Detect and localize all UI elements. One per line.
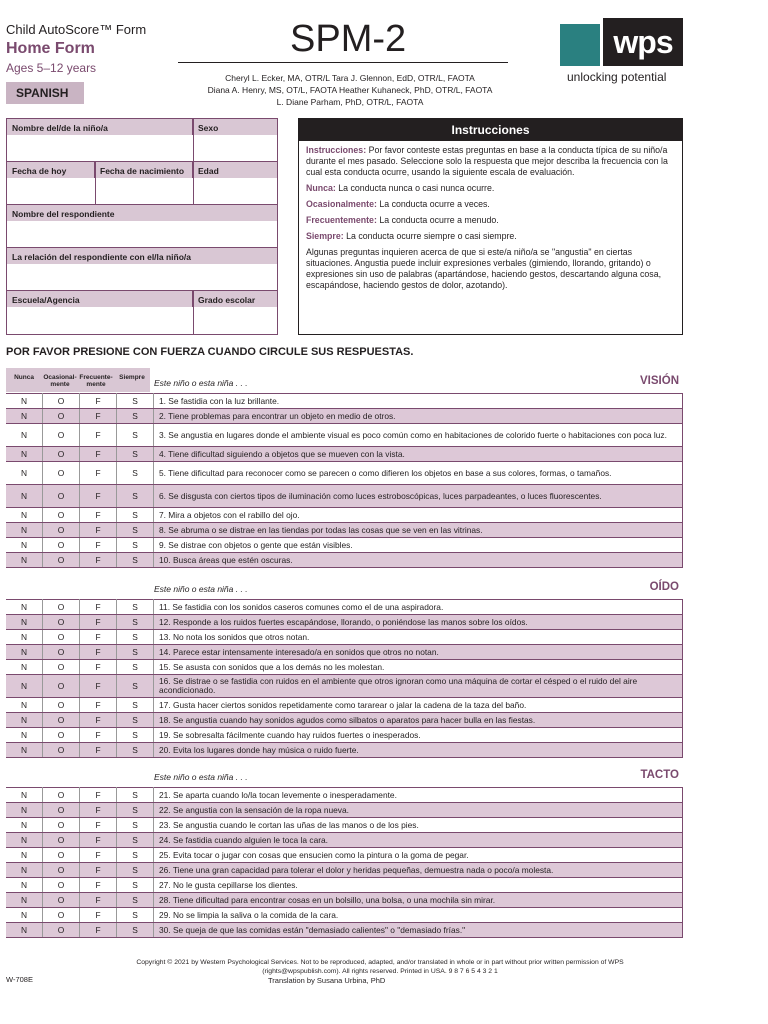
- authors-line: Cheryl L. Ecker, MA, OTR/L Tara J. Glennon, EdD, OTR/L, FAOTA: [225, 73, 475, 83]
- item-row: [6, 600, 683, 615]
- response-option[interactable]: S: [117, 848, 154, 863]
- response-option[interactable]: F: [80, 485, 117, 508]
- item-row: [6, 698, 683, 713]
- response-option[interactable]: N: [6, 538, 43, 553]
- item-row: [6, 818, 683, 833]
- response-option[interactable]: O: [43, 538, 80, 553]
- response-option[interactable]: F: [80, 878, 117, 893]
- item-text: 6. Se disgusta con ciertos tipos de iluminación como luces estroboscópicas, luces parpadeantes, o luces fluorescentes.: [154, 485, 683, 508]
- response-option[interactable]: F: [80, 923, 117, 938]
- response-option[interactable]: F: [80, 447, 117, 462]
- logo-text: wps: [613, 23, 673, 60]
- response-option[interactable]: O: [43, 615, 80, 630]
- item-text: 7. Mira a objetos con el rabillo del ojo.: [154, 508, 683, 523]
- response-option[interactable]: F: [80, 645, 117, 660]
- response-option[interactable]: S: [117, 409, 154, 424]
- response-option[interactable]: S: [117, 538, 154, 553]
- response-option[interactable]: N: [6, 728, 43, 743]
- response-option[interactable]: F: [80, 728, 117, 743]
- response-option[interactable]: O: [43, 863, 80, 878]
- response-option[interactable]: O: [43, 645, 80, 660]
- item-text: 14. Parece estar intensamente interesado/a en sonidos que otros no notan.: [154, 645, 683, 660]
- response-option[interactable]: S: [117, 394, 154, 409]
- item-text: 3. Se angustia en lugares donde el ambiente visual es poco común como en habitaciones de colorido fuerte o habitaciones con poca luz.: [154, 424, 683, 447]
- response-option[interactable]: O: [43, 630, 80, 645]
- item-row: [6, 394, 683, 409]
- relation-label: La relación del respondiente con el/la niño/a: [7, 248, 277, 264]
- scale-key: Siempre:: [306, 231, 344, 241]
- item-row: [6, 923, 683, 938]
- title-rule: [178, 62, 508, 63]
- age-label: Edad: [193, 162, 277, 178]
- instructions-label: Instrucciones:: [306, 145, 367, 155]
- item-text: 13. No nota los sonidos que otros notan.: [154, 630, 683, 645]
- item-text: 24. Se fastidia cuando alguien le toca la cara.: [154, 833, 683, 848]
- response-option[interactable]: O: [43, 675, 80, 698]
- response-option[interactable]: O: [43, 424, 80, 447]
- item-text: 23. Se angustia cuando le cortan las uñas de las manos o de los pies.: [154, 818, 683, 833]
- response-option[interactable]: N: [6, 848, 43, 863]
- response-option[interactable]: O: [43, 462, 80, 485]
- response-option[interactable]: F: [80, 630, 117, 645]
- response-option[interactable]: F: [80, 462, 117, 485]
- response-option[interactable]: O: [43, 788, 80, 803]
- response-option[interactable]: F: [80, 908, 117, 923]
- response-option[interactable]: N: [6, 818, 43, 833]
- item-row: [6, 833, 683, 848]
- response-option[interactable]: F: [80, 848, 117, 863]
- response-option[interactable]: O: [43, 908, 80, 923]
- item-text: 16. Se distrae o se fastidia con ruidos en el ambiente que otros ignoran como una máquina de cortar el césped o el ruido del aire acondicionado.: [154, 675, 683, 698]
- response-option[interactable]: N: [6, 409, 43, 424]
- response-option[interactable]: F: [80, 660, 117, 675]
- column-header: Frecuente-mente: [79, 374, 113, 388]
- response-option[interactable]: O: [43, 818, 80, 833]
- response-option[interactable]: O: [43, 523, 80, 538]
- age-field[interactable]: [194, 178, 277, 204]
- response-option[interactable]: F: [80, 675, 117, 698]
- response-option[interactable]: O: [43, 923, 80, 938]
- item-row: [6, 728, 683, 743]
- response-option[interactable]: N: [6, 447, 43, 462]
- response-option[interactable]: N: [6, 878, 43, 893]
- item-text: 19. Se sobresalta fácilmente cuando hay ruidos fuertes o inesperados.: [154, 728, 683, 743]
- today-date-label: Fecha de hoy: [7, 162, 95, 178]
- response-option[interactable]: F: [80, 394, 117, 409]
- item-text: 5. Tiene dificultad para reconocer como se parecen o como difieren los objetos en base a sus colores, formas, o tamaños.: [154, 462, 683, 485]
- item-row: [6, 462, 683, 485]
- response-option[interactable]: N: [6, 908, 43, 923]
- demographics-form: [6, 118, 278, 335]
- instructions-note: Algunas preguntas inquieren acerca de que si este/a niño/a se "angustia" en ciertas situaciones. Angustia puede incluir expresiones verbales (gimiendo, llorando, gritando) o expresiones sin uso de palabras (apartándose, haciendo gestos, descartando alguna cosa, escapándose, haciendo gestos de dolor, azotando).: [306, 247, 662, 290]
- items-table: [6, 393, 683, 568]
- item-text: 27. No le gusta cepillarse los dientes.: [154, 878, 683, 893]
- instructions-box: [298, 118, 683, 335]
- response-option[interactable]: F: [80, 833, 117, 848]
- response-option[interactable]: S: [117, 803, 154, 818]
- response-option[interactable]: S: [117, 615, 154, 630]
- item-text: 29. No se limpia la saliva o la comida de la cara.: [154, 908, 683, 923]
- page-title: SPM-2: [290, 18, 407, 60]
- response-option[interactable]: S: [117, 660, 154, 675]
- grade-label: Grado escolar: [193, 291, 277, 307]
- item-row: [6, 743, 683, 758]
- item-row: [6, 675, 683, 698]
- item-text: 25. Evita tocar o jugar con cosas que ensucien como la pintura o la goma de pegar.: [154, 848, 683, 863]
- response-option[interactable]: N: [6, 508, 43, 523]
- response-option[interactable]: S: [117, 863, 154, 878]
- item-text: 2. Tiene problemas para encontrar un objeto en medio de otros.: [154, 409, 683, 424]
- response-option[interactable]: S: [117, 424, 154, 447]
- tagline: unlocking potential: [567, 70, 667, 84]
- scale-value: La conducta ocurre a veces.: [379, 199, 490, 209]
- item-text: 17. Gusta hacer ciertos sonidos repetidamente como tararear o jalar la cadena de la taza del baño.: [154, 698, 683, 713]
- response-option[interactable]: S: [117, 713, 154, 728]
- response-option[interactable]: S: [117, 818, 154, 833]
- response-option[interactable]: S: [117, 728, 154, 743]
- response-option[interactable]: F: [80, 788, 117, 803]
- child-name-field[interactable]: [7, 135, 193, 161]
- translation-credit: Translation by Susana Urbina, PhD: [268, 976, 386, 985]
- item-row: [6, 645, 683, 660]
- item-text: 26. Tiene una gran capacidad para tolerar el dolor y heridas pequeñas, demuestra nada o poco/a molesta.: [154, 863, 683, 878]
- response-option[interactable]: O: [43, 600, 80, 615]
- response-option[interactable]: S: [117, 908, 154, 923]
- response-option[interactable]: S: [117, 833, 154, 848]
- section-name: OÍDO: [649, 581, 679, 593]
- sex-field[interactable]: [194, 135, 277, 161]
- response-option[interactable]: O: [43, 660, 80, 675]
- response-option[interactable]: N: [6, 645, 43, 660]
- response-option[interactable]: O: [43, 553, 80, 568]
- item-text: 22. Se angustia con la sensación de la ropa nueva.: [154, 803, 683, 818]
- scale-value: La conducta ocurre a menudo.: [379, 215, 499, 225]
- item-row: [6, 863, 683, 878]
- response-option[interactable]: S: [117, 878, 154, 893]
- relation-field[interactable]: [7, 264, 277, 290]
- item-row: [6, 409, 683, 424]
- response-option[interactable]: S: [117, 893, 154, 908]
- item-row: [6, 447, 683, 462]
- item-stem: Este niño o esta niña . . .: [154, 378, 248, 388]
- birth-date-field[interactable]: [96, 178, 193, 204]
- response-option[interactable]: F: [80, 743, 117, 758]
- instructions-body: [299, 141, 682, 295]
- response-option[interactable]: S: [117, 523, 154, 538]
- response-option[interactable]: O: [43, 848, 80, 863]
- response-option[interactable]: O: [43, 508, 80, 523]
- response-option[interactable]: F: [80, 409, 117, 424]
- item-row: [6, 523, 683, 538]
- item-row: [6, 848, 683, 863]
- item-text: 12. Responde a los ruidos fuertes escapándose, llorando, o poniéndose las manos sobre los oídos.: [154, 615, 683, 630]
- language-label: SPANISH: [16, 86, 69, 100]
- authors: [190, 72, 510, 108]
- response-option[interactable]: O: [43, 728, 80, 743]
- response-option[interactable]: N: [6, 462, 43, 485]
- item-row: [6, 878, 683, 893]
- respondent-name-field[interactable]: [7, 221, 277, 247]
- response-option[interactable]: F: [80, 713, 117, 728]
- respondent-name-label: Nombre del respondiente: [7, 205, 277, 221]
- response-option[interactable]: F: [80, 698, 117, 713]
- item-text: 9. Se distrae con objetos o gente que están visibles.: [154, 538, 683, 553]
- response-option[interactable]: N: [6, 485, 43, 508]
- child-name-label: Nombre del/de la niño/a: [7, 119, 193, 135]
- item-row: [6, 485, 683, 508]
- today-date-field[interactable]: [7, 178, 95, 204]
- item-row: [6, 788, 683, 803]
- item-text: 20. Evita los lugares donde hay música o ruido fuerte.: [154, 743, 683, 758]
- column-header: Siempre: [119, 374, 145, 381]
- items-table: [6, 599, 683, 758]
- item-text: 30. Se queja de que las comidas están "demasiado calientes" o "demasiado frías.": [154, 923, 683, 938]
- response-option[interactable]: O: [43, 447, 80, 462]
- response-option[interactable]: F: [80, 600, 117, 615]
- item-text: 8. Se abruma o se distrae en las tiendas por todas las cosas que se ven en las vitrinas.: [154, 523, 683, 538]
- item-text: 11. Se fastidia con los sonidos caseros comunes como el de una aspiradora.: [154, 600, 683, 615]
- response-option[interactable]: N: [6, 803, 43, 818]
- response-option[interactable]: S: [117, 698, 154, 713]
- scale-key: Frecuentemente:: [306, 215, 377, 225]
- response-option[interactable]: O: [43, 409, 80, 424]
- response-option[interactable]: N: [6, 600, 43, 615]
- response-option[interactable]: S: [117, 788, 154, 803]
- response-option[interactable]: N: [6, 523, 43, 538]
- response-option[interactable]: F: [80, 818, 117, 833]
- response-option[interactable]: N: [6, 394, 43, 409]
- scale-key: Ocasionalmente:: [306, 199, 377, 209]
- authors-line: L. Diane Parham, PhD, OTR/L, FAOTA: [276, 97, 424, 107]
- response-option[interactable]: S: [117, 630, 154, 645]
- school-label: Escuela/Agencia: [7, 291, 193, 307]
- response-option[interactable]: F: [80, 508, 117, 523]
- response-option[interactable]: O: [43, 833, 80, 848]
- item-row: [6, 660, 683, 675]
- birth-date-label: Fecha de nacimiento: [95, 162, 193, 178]
- section-name: TACTO: [640, 769, 679, 781]
- scale-key: Nunca:: [306, 183, 336, 193]
- response-option[interactable]: N: [6, 675, 43, 698]
- response-option[interactable]: N: [6, 630, 43, 645]
- instructions-title: Instrucciones: [299, 119, 682, 141]
- item-row: [6, 615, 683, 630]
- response-option[interactable]: O: [43, 743, 80, 758]
- response-option[interactable]: O: [43, 803, 80, 818]
- form-name: Home Form: [6, 40, 95, 57]
- response-option[interactable]: N: [6, 833, 43, 848]
- section-name: VISIÓN: [640, 375, 679, 387]
- item-row: [6, 553, 683, 568]
- form-code: W-708E: [6, 975, 33, 984]
- response-option[interactable]: N: [6, 615, 43, 630]
- response-option[interactable]: F: [80, 424, 117, 447]
- response-option[interactable]: O: [43, 878, 80, 893]
- scale-value: La conducta ocurre siempre o casi siempre.: [346, 231, 517, 241]
- item-text: 10. Busca áreas que estén oscuras.: [154, 553, 683, 568]
- response-option[interactable]: N: [6, 863, 43, 878]
- item-row: [6, 630, 683, 645]
- response-option[interactable]: S: [117, 553, 154, 568]
- item-stem: Este niño o esta niña . . .: [154, 584, 248, 594]
- ages: Ages 5–12 years: [6, 61, 97, 75]
- item-text: 15. Se asusta con sonidos que a los demás no les molestan.: [154, 660, 683, 675]
- response-option[interactable]: F: [80, 615, 117, 630]
- item-text: 18. Se angustia cuando hay sonidos agudos como silbatos o aparatos para hacer bulla en las fiestas.: [154, 713, 683, 728]
- item-row: [6, 893, 683, 908]
- form-type: Child AutoScore™ Form: [6, 22, 147, 37]
- response-option[interactable]: F: [80, 553, 117, 568]
- response-option[interactable]: O: [43, 394, 80, 409]
- column-header: Nunca: [14, 374, 34, 381]
- response-option[interactable]: S: [117, 447, 154, 462]
- response-option[interactable]: N: [6, 698, 43, 713]
- response-option[interactable]: N: [6, 893, 43, 908]
- items-table: [6, 787, 683, 938]
- column-header: Ocasional-mente: [43, 374, 77, 388]
- response-option[interactable]: S: [117, 462, 154, 485]
- response-option[interactable]: O: [43, 485, 80, 508]
- response-option[interactable]: S: [117, 923, 154, 938]
- response-option[interactable]: S: [117, 743, 154, 758]
- response-option[interactable]: F: [80, 803, 117, 818]
- response-option[interactable]: N: [6, 660, 43, 675]
- item-row: [6, 713, 683, 728]
- school-field[interactable]: [7, 307, 193, 334]
- wps-logo: [603, 18, 683, 66]
- response-option[interactable]: N: [6, 923, 43, 938]
- response-option[interactable]: F: [80, 538, 117, 553]
- response-option[interactable]: N: [6, 553, 43, 568]
- response-option[interactable]: S: [117, 600, 154, 615]
- response-option[interactable]: F: [80, 863, 117, 878]
- sex-label: Sexo: [193, 119, 277, 135]
- language-badge: [6, 82, 84, 104]
- authors-line: Diana A. Henry, MS, OT/L, FAOTA Heather Kuhaneck, PhD, OTR/L, FAOTA: [207, 85, 493, 95]
- instructions-text: Por favor conteste estas preguntas en base a la conducta típica de su niño/a durante el mes pasado. Seleccione solo la respuesta que mejor describa la frecuencia con la cual esta conducta ocurre, usando la siguiente escala de evaluación.: [306, 145, 668, 177]
- response-option[interactable]: N: [6, 743, 43, 758]
- response-option[interactable]: S: [117, 485, 154, 508]
- item-row: [6, 508, 683, 523]
- item-text: 4. Tiene dificultad siguiendo a objetos que se mueven con la vista.: [154, 447, 683, 462]
- response-option[interactable]: O: [43, 698, 80, 713]
- response-option[interactable]: N: [6, 713, 43, 728]
- item-text: 28. Tiene dificultad para encontrar cosas en un bolsillo, una bolsa, o una mochila sin mirar.: [154, 893, 683, 908]
- response-option[interactable]: N: [6, 788, 43, 803]
- response-option[interactable]: S: [117, 645, 154, 660]
- scale-value: La conducta nunca o casi nunca ocurre.: [338, 183, 495, 193]
- press-instruction: POR FAVOR PRESIONE CON FUERZA CUANDO CIRCULE SUS RESPUESTAS.: [6, 346, 414, 358]
- response-option[interactable]: S: [117, 675, 154, 698]
- item-stem: Este niño o esta niña . . .: [154, 772, 248, 782]
- response-option[interactable]: O: [43, 893, 80, 908]
- item-text: 1. Se fastidia con la luz brillante.: [154, 394, 683, 409]
- item-text: 21. Se aparta cuando lo/la tocan levemente o inesperadamente.: [154, 788, 683, 803]
- logo-square-icon: [560, 24, 600, 66]
- response-option[interactable]: O: [43, 713, 80, 728]
- response-option[interactable]: S: [117, 508, 154, 523]
- item-row: [6, 803, 683, 818]
- response-option[interactable]: N: [6, 424, 43, 447]
- item-row: [6, 908, 683, 923]
- item-row: [6, 538, 683, 553]
- item-row: [6, 424, 683, 447]
- response-option[interactable]: F: [80, 893, 117, 908]
- copyright: Copyright © 2021 by Western Psychological Services. Not to be reproduced, adapted, and/or translated in whole or in part without prior written permission of WPS (rights@wpspublish.com). All rights reserved. Printed in USA. 9 8 7 6 5 4 3 2 1: [136, 959, 624, 975]
- response-option[interactable]: F: [80, 523, 117, 538]
- grade-field[interactable]: [194, 307, 277, 334]
